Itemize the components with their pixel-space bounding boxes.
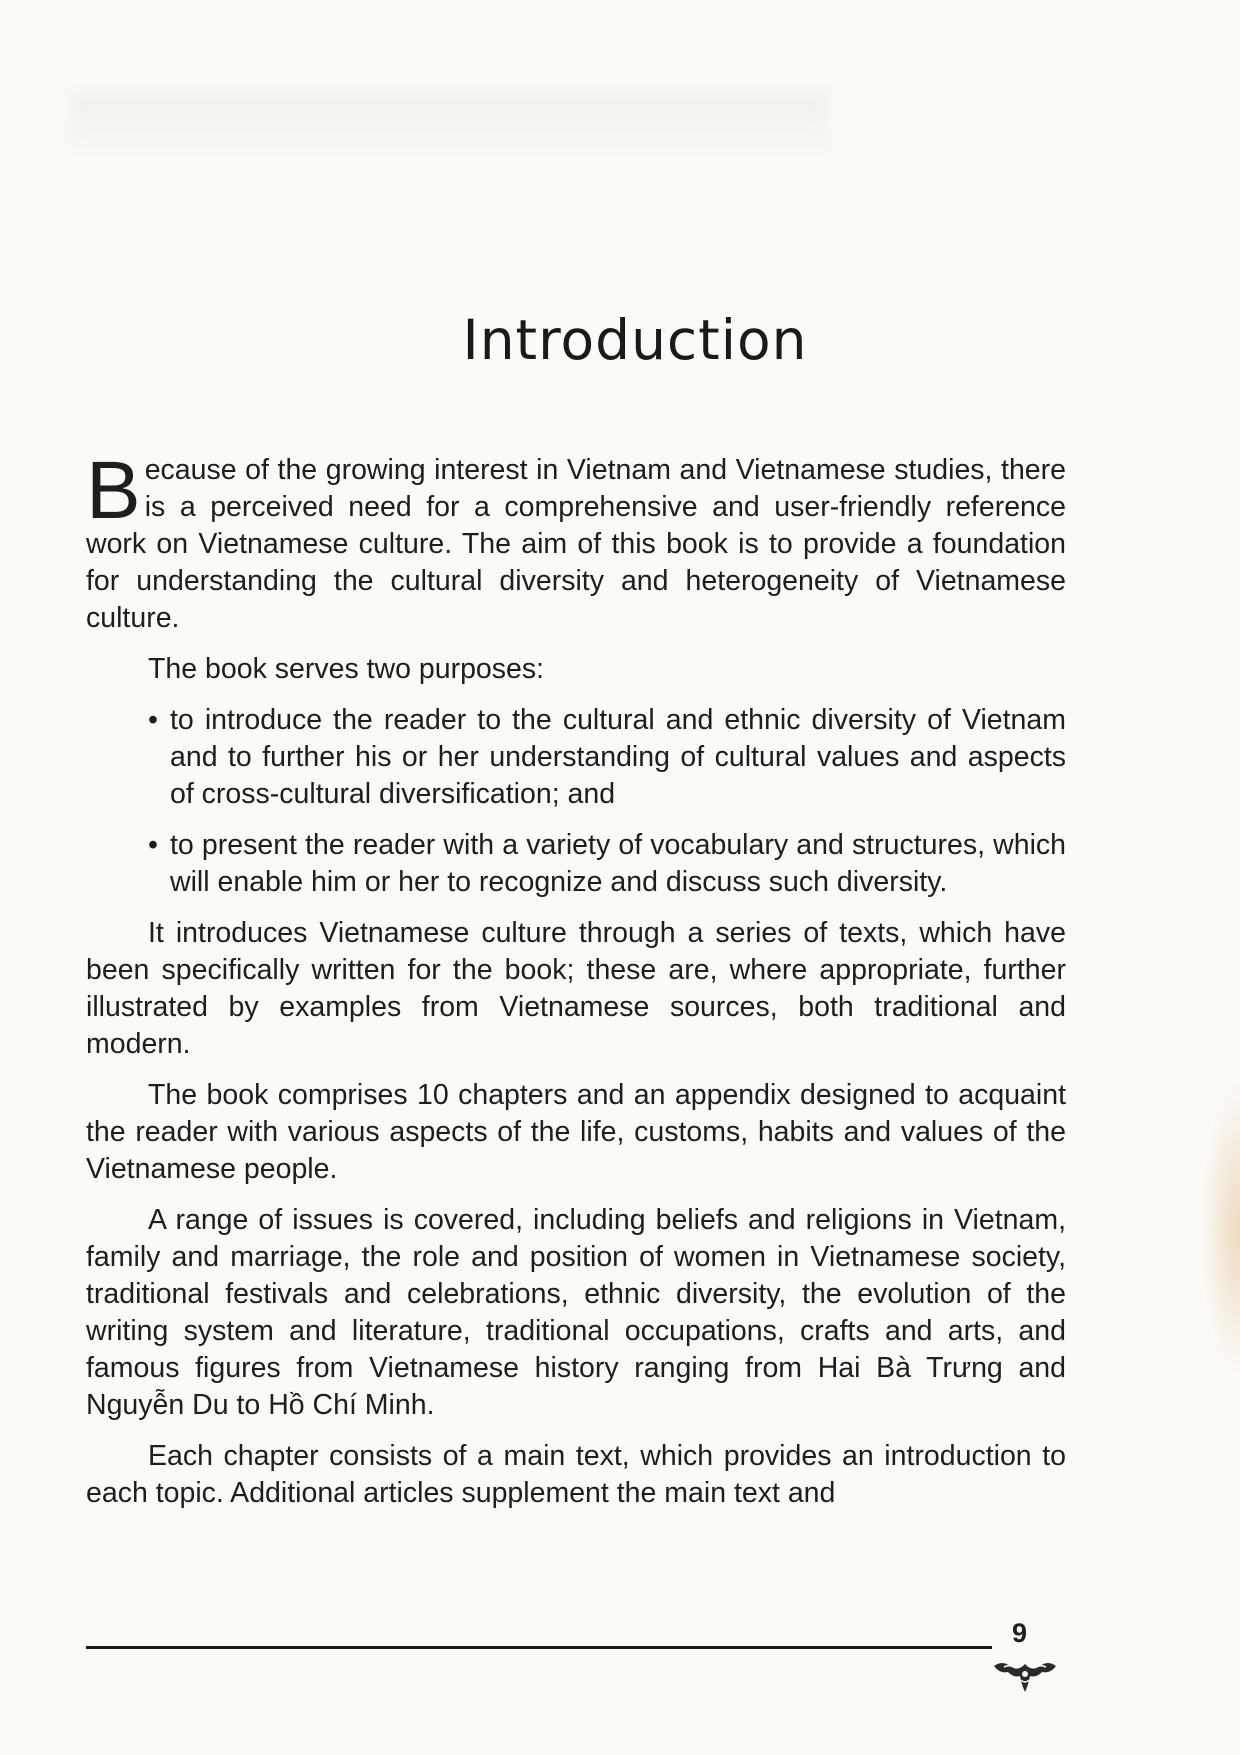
bullet-icon: • [148,829,158,861]
drop-cap: B [86,445,141,536]
footer-rule [86,1646,992,1649]
first-paragraph [86,445,1066,637]
page-title: Introduction [462,308,808,372]
list-item [148,827,1066,901]
paragraph: Each chapter consists of a main text, which provides an introduction to each topic. Additional articles supplement the main text and [86,1440,1066,1509]
page-edge-shadow [1200,1080,1240,1380]
paragraph: The book comprises 10 chapters and an appendix designed to acquaint the reader with various aspects of the life, customs, habits and values of the Vietnamese people. [86,1079,1066,1185]
decorative-ornament-icon [990,1656,1060,1698]
bullet-icon: • [148,704,158,736]
paragraph: It introduces Vietnamese culture through a series of texts, which have been specifically written for the book; these are, where appropriate, further illustrated by examples from Vietnamese sources, both traditional and modern. [86,917,1066,1060]
purposes-intro: The book serves two purposes: [148,653,545,685]
body-text [86,445,1066,1526]
list-item [148,702,1066,813]
first-paragraph-text: ecause of the growing interest in Vietnam and Vietnamese studies, there is a perceived need for a comprehensive and user-friendly reference work on Vietnamese culture. The aim of this book is to provide a foundation for understanding the cultural diversity and heterogeneity of Vietnamese culture. [86,454,1066,634]
scan-bleed [70,92,830,152]
purposes-list [86,702,1066,901]
page-number: 9 [1012,1618,1028,1648]
list-item-text: to introduce the reader to the cultural and ethnic diversity of Vietnam and to further his or her understanding of cultural values and aspects of cross-cultural diversification; and [170,704,1066,810]
paragraph: A range of issues is covered, including beliefs and religions in Vietnam, family and marriage, the role and position of women in Vietnamese society, traditional festivals and celebrations, ethnic diversity, the evolution of the writing system and literature, traditional occupations, crafts and arts, and famous figures from Vietnamese history ranging from Hai Bà Trưng and Nguyễn Du to Hồ Chí Minh. [86,1204,1066,1421]
list-item-text: to present the reader with a variety of vocabulary and structures, which will enable him or her to recognize and discuss such diversity. [170,829,1066,898]
